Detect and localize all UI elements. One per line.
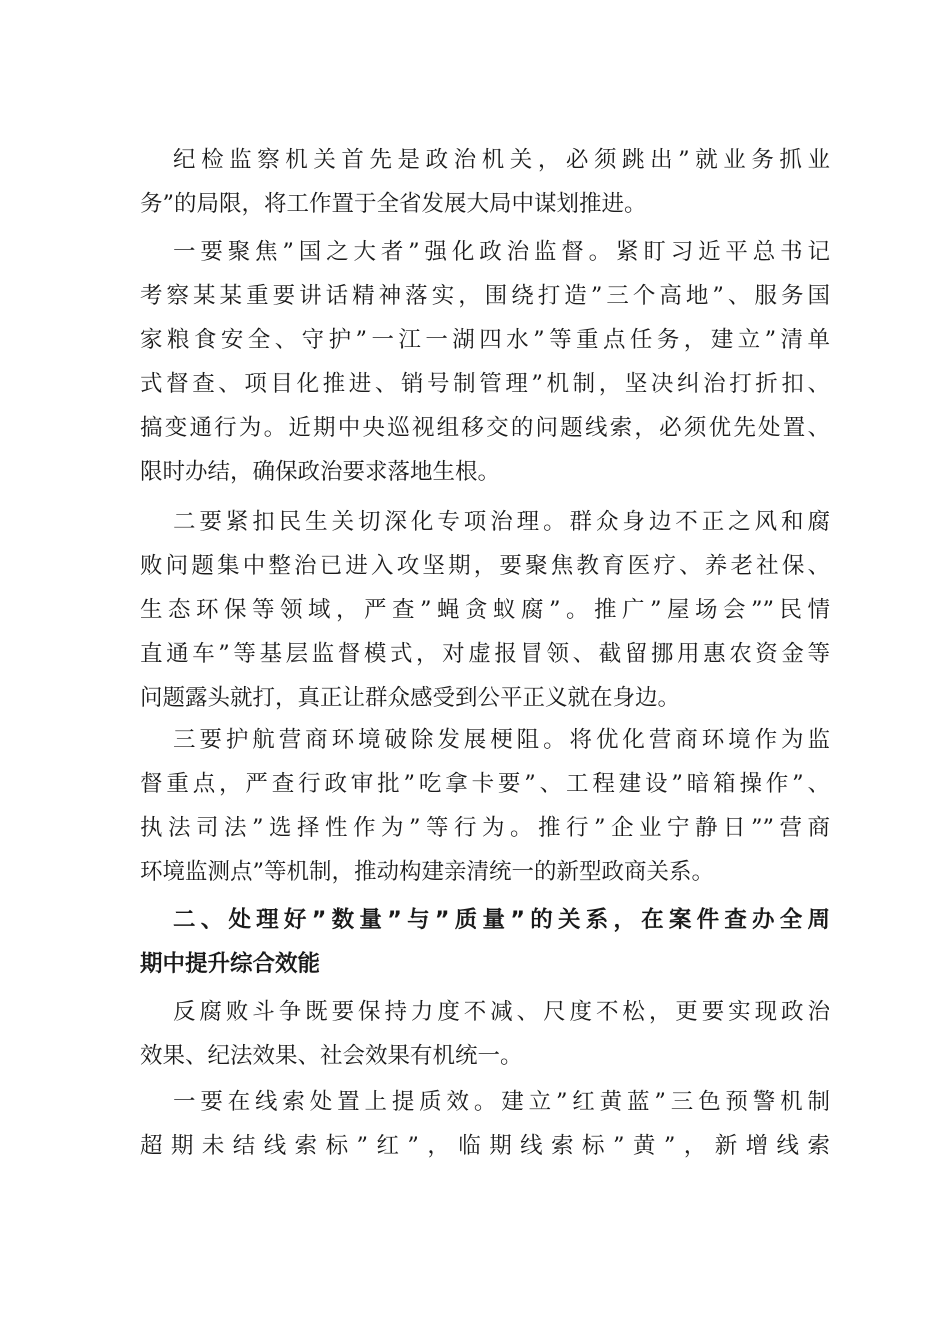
- text-line: 务”的局限，将工作置于全省发展大局中谋划推进。: [140, 191, 647, 217]
- text-line: 搞变通行为。近期中央巡视组移交的问题线索，必须优先处置、: [140, 415, 830, 441]
- text-line: 督重点，严查行政审批”吃拿卡要”、工程建设”暗箱操作”、: [140, 771, 830, 797]
- text-line: 限时办结，确保政治要求落地生根。: [140, 459, 501, 485]
- text-line: 执法司法”选择性作为”等行为。推行”企业宁静日””营商: [140, 815, 830, 841]
- text-line: 式督查、项目化推进、销号制管理”机制，坚决纠治打折扣、: [140, 371, 830, 397]
- clue-handling-paragraph: [140, 1080, 830, 1168]
- point-two-paragraph: [140, 500, 830, 720]
- text-line: 考察某某重要讲话精神落实，围绕打造”三个高地”、服务国: [140, 283, 830, 309]
- text-line: 环境监测点”等机制，推动构建亲清统一的新型政商关系。: [140, 859, 715, 885]
- text-line: 生态环保等领域，严查”蝇贪蚁腐”。推广”屋场会””民情: [140, 597, 830, 623]
- text-line: 二要紧扣民生关切深化专项治理。群众身边不正之风和腐: [173, 509, 830, 535]
- text-line: 一要聚焦”国之大者”强化政治监督。紧盯习近平总书记: [173, 239, 830, 265]
- point-three-paragraph: [140, 718, 830, 894]
- text-line: 反腐败斗争既要保持力度不减、尺度不松，更要实现政治: [173, 999, 830, 1025]
- intro-paragraph: [140, 138, 830, 226]
- text-line: 问题露头就打，真正让群众感受到公平正义就在身边。: [140, 685, 681, 711]
- text-line: 直通车”等基层监督模式，对虚报冒领、截留挪用惠农资金等: [140, 641, 830, 667]
- text-line: 纪检监察机关首先是政治机关，必须跳出”就业务抓业: [173, 147, 830, 173]
- text-line: 家粮食安全、守护”一江一湖四水”等重点任务，建立”清单: [140, 327, 830, 353]
- text-line: 超期未结线索标”红”，临期线索标”黄”，新增线索: [140, 1133, 830, 1159]
- heading-line: 期中提升综合效能: [140, 951, 321, 977]
- text-line: 效果、纪法效果、社会效果有机统一。: [140, 1043, 523, 1069]
- point-one-paragraph: [140, 230, 830, 494]
- section-two-heading: [140, 898, 830, 986]
- text-line: 一要在线索处置上提质效。建立”红黄蓝”三色预警机制: [173, 1089, 830, 1115]
- text-line: 败问题集中整治已进入攻坚期，要聚焦教育医疗、养老社保、: [140, 553, 830, 579]
- section-two-intro-paragraph: [140, 990, 830, 1078]
- text-line: 三要护航营商环境破除发展梗阻。将优化营商环境作为监: [173, 727, 830, 753]
- heading-line: 二、处理好”数量”与”质量”的关系，在案件查办全周: [173, 907, 830, 933]
